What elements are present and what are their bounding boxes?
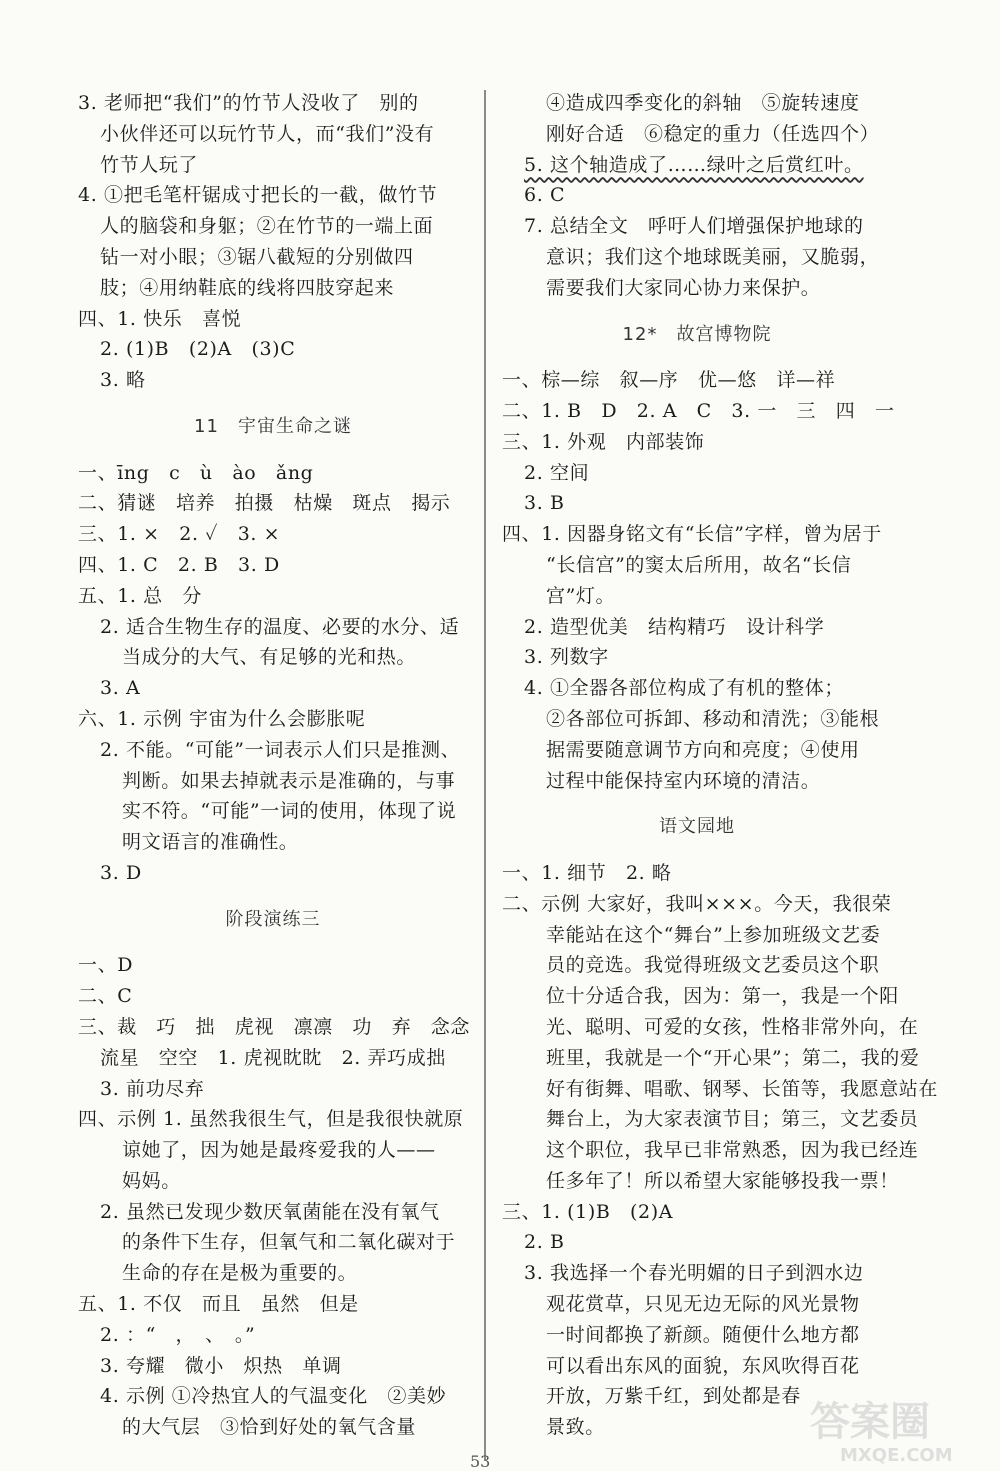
answer-line: 3. 列数字: [524, 646, 609, 669]
answer-line: 一时间都换了新颜。随便什么地方都: [546, 1323, 860, 1346]
section-title: 12* 故宫博物院: [622, 323, 772, 345]
answer-line: 2. 空间: [524, 461, 590, 484]
answer-line: 二、猜谜 培养 拍摄 枯燥 斑点 揭示: [78, 492, 451, 515]
section-title: 11 宇宙生命之谜: [194, 415, 352, 437]
answer-line: 四、1. 因器身铭文有“长信”字样，曾为居于: [502, 523, 882, 546]
watermark-text: 答案圈: [810, 1399, 930, 1445]
page-number: 53: [470, 1452, 491, 1471]
answer-line: 观花赏草，只见无边无际的风光景物: [546, 1293, 860, 1316]
answer-line: 三、1. 外观 内部装饰: [502, 430, 705, 453]
answer-line: 好有街舞、唱歌、钢琴、长笛等，我愿意站在: [546, 1077, 939, 1100]
answer-line: 过程中能保持室内环境的清洁。: [546, 769, 821, 792]
answer-line: 四、示例 1. 虽然我很生气，但是我很快就原: [78, 1108, 464, 1131]
answer-line: 3. A: [100, 677, 141, 700]
answer-line: 3. 夸耀 微小 炽热 单调: [100, 1354, 342, 1377]
answer-line: 3. D: [100, 861, 142, 884]
answer-line: 幸能站在这个“舞台”上参加班级文艺委: [546, 923, 881, 946]
answer-line: 判断。如果去掉就表示是准确的，与事: [122, 769, 456, 792]
answer-line: 四、1. C 2. B 3. D: [78, 553, 280, 576]
answer-line: 妈妈。: [122, 1169, 181, 1192]
answer-line: 员的竞选。我觉得班级文艺委员这个职: [546, 954, 880, 977]
answer-line: 三、裁 巧 拙 虎视 凛凛 功 弃 念念: [78, 1015, 471, 1038]
answer-line: 一、1. 细节 2. 略: [502, 861, 672, 884]
answer-line: 钻一对小眼；③锯八截短的分别做四: [100, 245, 414, 268]
answer-line: 五、1. 总 分: [78, 584, 202, 607]
answer-line: 5. 这个轴造成了……绿叶之后赏红叶。: [524, 153, 864, 176]
column-divider: [484, 90, 486, 1460]
answer-line: 二、示例 大家好，我叫×××。今天，我很荣: [502, 892, 892, 915]
answer-line: 景致。: [546, 1416, 605, 1439]
answer-line: 4. ①全器各部位构成了有机的整体；: [524, 677, 844, 700]
answer-line: 需要我们大家同心协力来保护。: [546, 276, 821, 299]
answer-line: 人的脑袋和身躯；②在竹节的一端上面: [100, 215, 434, 238]
answer-line: 五、1. 不仅 而且 虽然 但是: [78, 1293, 359, 1316]
answer-line: 可以看出东风的面貌，东风吹得百花: [546, 1354, 860, 1377]
answer-line: 2. B: [524, 1231, 565, 1254]
answer-line: 生命的存在是极为重要的。: [122, 1262, 358, 1285]
answer-line: 三、1. × 2. ✓ 3. ×: [78, 523, 281, 546]
answer-line: 2. 虽然已发现少数厌氧菌能在没有氧气: [100, 1200, 440, 1223]
answer-line: 4. ①把毛笔杆锯成寸把长的一截，做竹节: [78, 184, 438, 207]
answer-line: 当成分的大气、有足够的光和热。: [122, 646, 417, 669]
answer-line: 3. B: [524, 492, 565, 515]
answer-line: 实不符。“可能”一词的使用，体现了说: [122, 800, 457, 823]
watermark-logo: [800, 1395, 980, 1465]
answer-line: 一、棕—综 叙—序 优—悠 详—祥: [502, 369, 836, 392]
answer-line: 刚好合适 ⑥稳定的重力（任选四个）: [546, 122, 880, 145]
section-title: 阶段演练三: [225, 908, 321, 930]
answer-line: 流星 空空 1. 虎视眈眈 2. 弄巧成拙: [100, 1046, 446, 1069]
answer-line: ④造成四季变化的斜轴 ⑤旋转速度: [546, 92, 860, 114]
answer-line: 小伙伴还可以玩竹节人，而“我们”没有: [100, 122, 435, 145]
answer-line: 二、1. B D 2. A C 3. 一 三 四 一: [502, 399, 895, 422]
answer-line: 的条件下生存，但氧气和二氧化碳对于: [122, 1231, 456, 1254]
section-title: 语文园地: [659, 816, 735, 838]
answer-line: 4. 示例 ①冷热宜人的气温变化 ②美妙: [100, 1385, 447, 1408]
answer-line: 班里，我就是一个“开心果”；第二，我的爱: [546, 1046, 920, 1069]
left-column: [78, 88, 471, 1443]
answer-line: 舞台上，为大家表演节目；第三，文艺委员: [546, 1108, 919, 1131]
answer-line: 2. 造型优美 结构精巧 设计科学: [524, 615, 825, 638]
answer-line: 2. ：“ ， 、 。”: [100, 1323, 256, 1346]
answer-line: 3. 前功尽弃: [100, 1077, 205, 1100]
answer-line: 3. 我选择一个春光明媚的日子到泗水边: [524, 1262, 864, 1285]
answer-line: 3. 老师把“我们”的竹节人没收了 别的: [78, 92, 419, 114]
answer-line: 宫”灯。: [546, 584, 616, 607]
answer-line: 6. C: [524, 184, 566, 207]
answer-line: 意识；我们这个地球既美丽，又脆弱，: [546, 245, 880, 268]
answer-line: 六、1. 示例 宇宙为什么会膨胀呢: [78, 707, 366, 730]
answer-line: 开放，万紫千红，到处都是春: [546, 1385, 801, 1408]
answer-line: 一、D: [78, 954, 134, 977]
answer-line: 这个职位，我早已非常熟悉，因为我已经连: [546, 1139, 919, 1162]
right-column: [502, 88, 939, 1443]
answer-line: 四、1. 快乐 喜悦: [78, 307, 242, 330]
answer-line: 三、1. (1)B (2)A: [502, 1200, 674, 1223]
answer-line: 位十分适合我，因为：第一，我是一个阳: [546, 985, 899, 1008]
answer-line: 二、C: [78, 985, 133, 1008]
answer-line: 任多年了！所以希望大家能够投我一票！: [546, 1169, 899, 1192]
answer-line: ②各部位可拆卸、移动和清洗；③能根: [546, 707, 880, 730]
answer-line: 明文语言的准确性。: [122, 831, 299, 854]
answer-line: 一、īng c ù ào ǎng: [78, 461, 314, 484]
answer-line: 2. (1)B (2)A (3)C: [100, 338, 296, 361]
answer-line: 2. 不能。“可能”一词表示人们只是推测、: [100, 738, 461, 761]
answer-line: 7. 总结全文 呼吁人们增强保护地球的: [524, 215, 864, 238]
watermark-url: MXQE.COM: [840, 1445, 953, 1465]
answer-line: 的大气层 ③恰到好处的氧气含量: [122, 1416, 417, 1439]
answer-line: 竹节人玩了: [100, 153, 199, 176]
answer-line: 据需要随意调节方向和亮度；④使用: [546, 738, 860, 761]
answer-line: 肢；④用纳鞋底的线将四肢穿起来: [100, 276, 395, 299]
answer-line: 3. 略: [100, 369, 146, 392]
answer-line: “长信宫”的窦太后所用，故名“长信: [546, 553, 852, 576]
answer-line: 2. 适合生物生存的温度、必要的水分、适: [100, 615, 460, 638]
answer-line: 光、聪明、可爱的女孩，性格非常外向，在: [546, 1015, 919, 1038]
answer-line: 谅她了，因为她是最疼爱我的人——: [122, 1139, 436, 1162]
